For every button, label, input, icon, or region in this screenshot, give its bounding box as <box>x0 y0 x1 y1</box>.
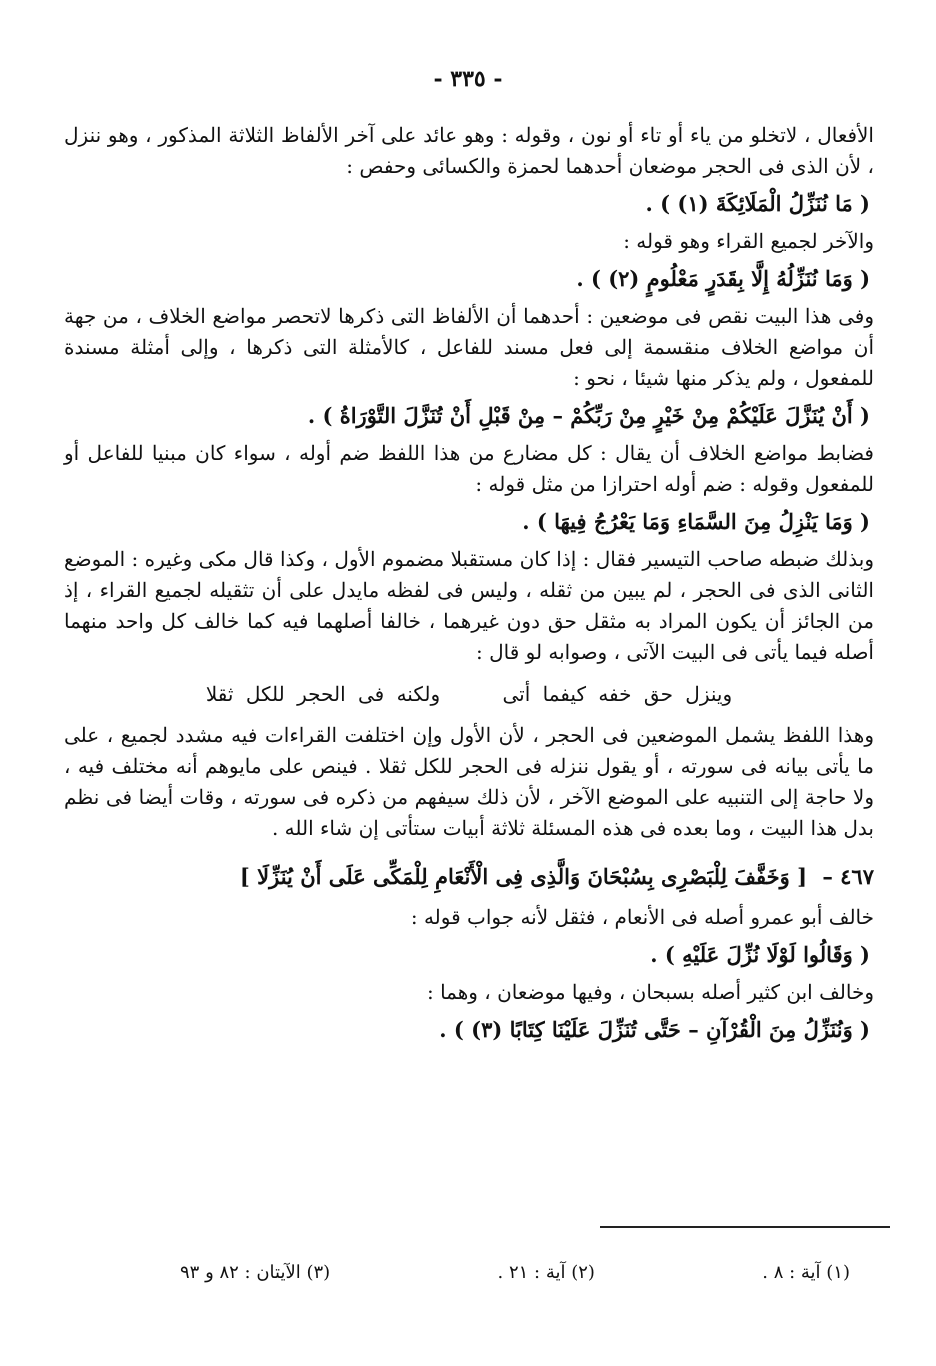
paragraph-8: وخالف ابن كثير أصله بسبحان ، وفيها موضعان ، وهما : <box>426 980 874 1004</box>
footnotes <box>180 1262 850 1283</box>
paragraph-3: وفى هذا البيت نقص فى موضعين : أحدهما أن الألفاظ التى ذكرها لاتحصر مواضع الخلاف ، من جهة أن مواضع الخلاف منقسمة إلى فعل مسند للفاعل ، كالأمثلة التى ذكرها ، وإلى أمثلة مسندة للمفعول ، ولم يذكر منها شيئا ، نحو : <box>64 304 874 390</box>
poem-line <box>64 856 874 898</box>
quran-quote-5: ( وَقَالُوا لَوْلَا نُزِّلَ عَلَيْهِ ) . <box>650 942 870 967</box>
footnote-2: (٢) آية : ٢١ . <box>497 1262 595 1283</box>
footnote-1: (١) آية : ٨ . <box>762 1262 850 1283</box>
footnote-divider <box>600 1226 890 1228</box>
page-number: - ٣٣٥ - <box>433 66 503 92</box>
verse-hemistich-2: ولكنه فى الحجر للكل ثقلا <box>205 682 441 706</box>
poem-number: ٤٦٧ – <box>822 864 874 889</box>
paragraph-7: خالف أبو عمرو أصله فى الأنعام ، فثقل لأنه جواب قوله : <box>410 905 874 929</box>
quran-quote-2: ( وَمَا نُنَزِّلُهُ إِلَّا بِقَدَرٍ مَعْلُومٍ (٢) ) . <box>576 266 870 291</box>
verse <box>64 674 874 714</box>
paragraph-1: الأفعال ، لاتخلو من ياء أو تاء أو نون ، وقوله : وهو عائد على آخر الألفاظ الثلاثة المذكور ، وهو ننزل ، لأن الذى فى الحجر موضعان أحدهما لحمزة والكسائى وحفص : <box>64 123 874 178</box>
verse-hemistich-1: وينزل حق خفه كيفما أتى <box>502 682 733 706</box>
quran-quote-3: ( أَنْ يُنَزَّلَ عَلَيْكُمْ مِنْ خَيْرٍ مِنْ رَبِّكُمْ – مِنْ قَبْلِ أَنْ تُنَزَّلَ التَّوْرَاةُ ) . <box>307 403 870 428</box>
main-text <box>64 120 874 1052</box>
quran-quote-6: ( وَنُنَزِّلُ مِنَ الْقُرْآنِ – حَتَّى تُنَزِّلَ عَلَيْنَا كِتَابًا (٣) ) . <box>439 1017 870 1042</box>
paragraph-5: وبذلك ضبطه صاحب التيسير فقال : إذا كان مستقبلا مضموم الأول ، وكذا قال مكى وغيره : الموضع الثانى الذى فى الحجر ، لم يبين من ثقله ، وليس فى لفظه مايدل على أن تثقيله لجميع القراء ، إذ من الجائز أن يكون المراد به مثقل حق دون غيرهما ، خالفا أصلهما فيه كما خالف كل واحد منهما أصله فيما يأتى فى البيت الآتى ، وصوابه لو قال : <box>63 547 874 664</box>
poem-text: [ وَخَفَّفَ لِلْبَصْرِى بِسُبْحَانَ وَالَّذِى فِى الْأَنْعَامِ لِلْمَكِّى عَلَى أَنْ يُنَزِّلَا ] <box>239 864 808 889</box>
footnote-3: (٣) الآيتان : ٨٢ و ٩٣ <box>180 1262 331 1283</box>
paragraph-6: وهذا اللفظ يشمل الموضعين فى الحجر ، لأن الأول وإن اختلفت القراءات فيه مشدد لجميع ، على ما يأتى بيانه فى سورته ، أو يقول ننزله فى الحجر للكل ثقلا . فينص على مايوهم أنه مختلف فيه ، ولا حاجة إلى التنبيه على الموضع الآخر ، لأن ذلك سيفهم من ذكره فى سورته ، وقات أيضا فى نظم بدل هذا البيت ، وما بعده فى هذه المسئلة ثلاثة أبيات ستأتى إن شاء الله . <box>64 723 874 840</box>
quran-quote-4: ( وَمَا يَنْزِلُ مِنَ السَّمَاءِ وَمَا يَعْرُجُ فِيهَا ) . <box>522 509 870 534</box>
quran-quote-1: ( مَا نُنَزِّلُ الْمَلَائِكَةَ (١) ) . <box>645 191 870 216</box>
paragraph-2: والآخر لجميع القراء وهو قوله : <box>623 229 874 253</box>
paragraph-4: فضابط مواضع الخلاف أن يقال : كل مضارع من هذا اللفظ ضم أوله ، سواء كان مبنيا للفاعل أو للمفعول وقوله : ضم أوله احترازا من مثل قوله : <box>64 441 874 496</box>
